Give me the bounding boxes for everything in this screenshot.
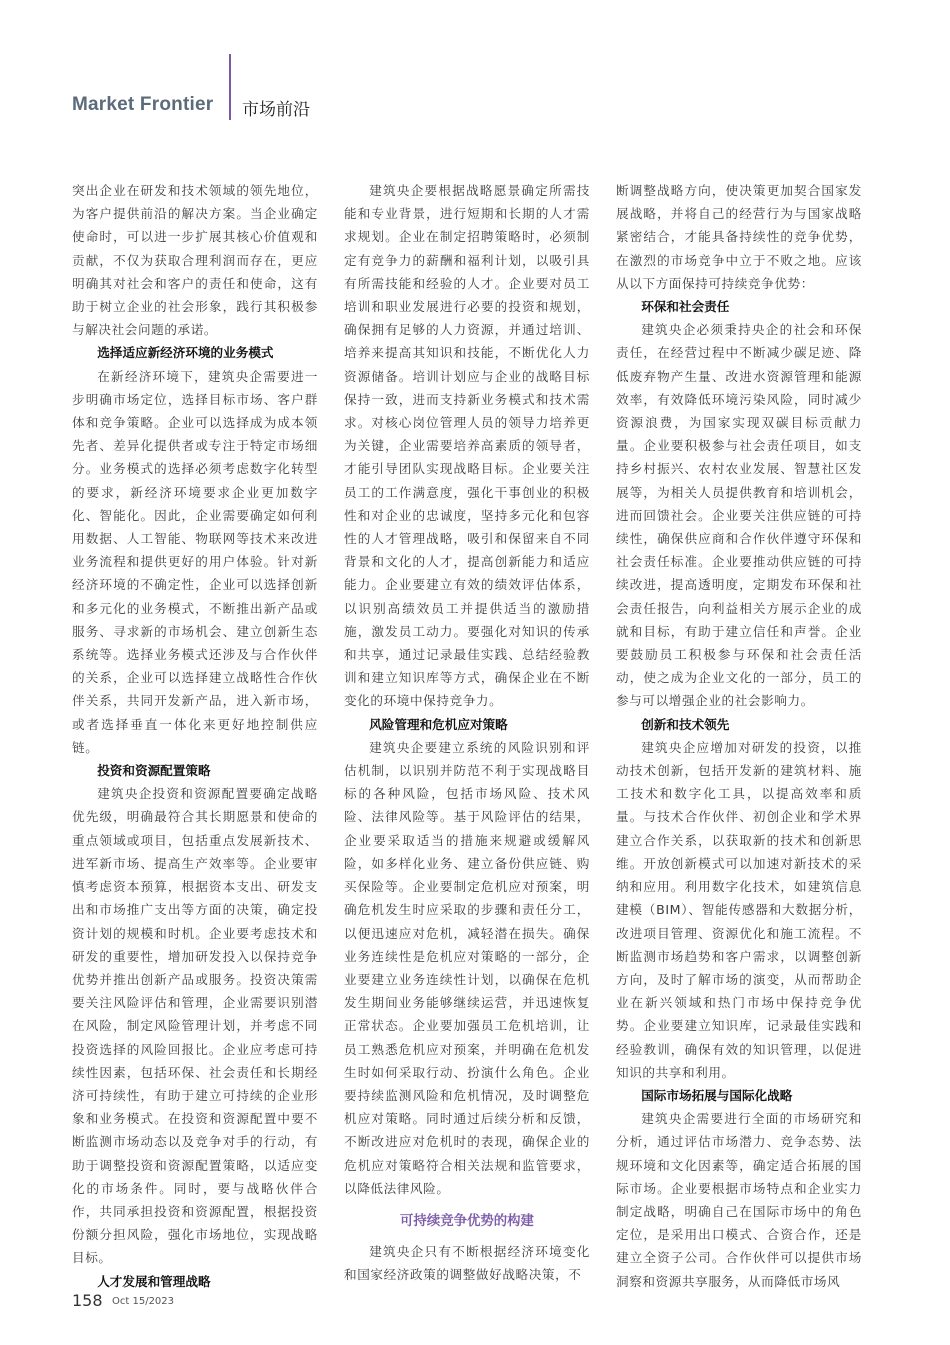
paragraph: 断调整战略方向，使决策更加契合国家发展战略，并将自己的经营行为与国家战略紧密结合，才能具备持续性的竞争优势，在激烈的市场竞争中立于不败之地。应该从以下方面保持可持续竞争优势： — [616, 183, 862, 291]
subheading-environment: 环保和社会责任 — [641, 299, 730, 315]
text-column-3 — [616, 179, 862, 1289]
paragraph: 突出企业在研发和技术领域的领先地位，为客户提供前沿的解决方案。当企业确定使命时，可以进一步扩展其核心价值观和贡献，不仅为获取合理利润而存在，更应明确其对社会和客户的责任和使命，这有助于树立企业的社会形象，践行其积极参与解决社会问题的承诺。 — [72, 183, 318, 338]
subheading-risk: 风险管理和危机应对策略 — [369, 716, 508, 732]
paragraph: 建筑央企投资和资源配置要确定战略优先级，明确最符合其长期愿景和使命的重点领域或项目，包括重点发展新技术、进军新市场、提高生产效率等。企业要审慎考虑资本预算，根据资本支出、研发支出和市场推广支出等方面的决策，确定投资计划的规模和时机。企业要考虑技术和研发的重要性，增加研发投入以保持竞争优势并推出创新产品或服务。投资决策需要关注风险评估和管理，企业需要识别潜在风险，制定风险管理计划，并考虑不同投资选择的风险回报比。企业应考虑可持续性因素，包括环保、社会责任和长期经济可持续性，有助于建立可持续的企业形象和业务模式。在投资和资源配置中要不断监测市场动态以及竞争对手的行动，有助于调整投资和资源配置策略，以适应变化的市场条件。同时，要与战略伙伴合作，共同承担投资和资源配置，根据投资份额分担风险，强化市场地位，实现战略目标。 — [72, 786, 318, 1266]
subheading-international: 国际市场拓展与国际化战略 — [641, 1087, 793, 1103]
subheading-talent: 人才发展和管理战略 — [97, 1273, 211, 1289]
section-title-en: Market Frontier — [72, 94, 214, 115]
paragraph: 建筑央企要根据战略愿景确定所需技能和专业背景，进行短期和长期的人才需求规划。企业在制定招聘策略时，必须制定有竞争力的薪酬和福利计划，以吸引具有所需技能和经验的人才。企业要对员工培训和职业发展进行必要的投资和规划，确保拥有足够的人力资源，并通过培训、培养来提高其知识和技能，不断优化人力资源储备。培训计划应与企业的战略目标保持一致，进而支持新业务模式和技术需求。对核心岗位管理人员的领导力培养更为关键，企业需要培养高素质的领导者，才能引导团队实现战略目标。企业要关注员工的工作满意度，强化干事创业的积极性和对企业的忠诚度，坚持多元化和包容性的人才管理战略，吸引和保留来自不同背景和文化的人才，提高创新能力和适应能力。企业要建立有效的绩效评估体系，以识别高绩效员工并提供适当的激励措施，激发员工动力。要强化对知识的传承和共享，通过记录最佳实践、总结经验教训和建立知识库等方式，确保企业在不断变化的环境中保持竞争力。 — [344, 183, 590, 709]
paragraph: 建筑央企要建立系统的风险识别和评估机制，以识别并防范不利于实现战略目标的各种风险，包括市场风险、技术风险、法律风险等。基于风险评估的结果，企业要采取适当的措施来规避或缓解风险，如多样化业务、建立备份供应链、购买保险等。企业要制定危机应对预案，明确危机发生时应采取的步骤和责任分工，以便迅速应对危机，减轻潜在损失。确保业务连续性是危机应对策略的一部分，企业要建立业务连续性计划，以确保在危机发生期间业务能够继续运营，并迅速恢复正常状态。企业要加强员工危机培训，让员工熟悉危机应对预案，并明确在危机发生时如何采取行动、扮演什么角色。企业要持续监测风险和危机情况，及时调整危机应对策略。同时通过后续分析和反馈，不断改进应对危机时的表现，确保企业的危机应对策略符合相关法规和监管要求，以降低法律风险。 — [344, 739, 590, 1196]
subheading-innovation: 创新和技术领先 — [641, 716, 730, 732]
paragraph: 建筑央企必须秉持央企的社会和环保责任，在经营过程中不断减少碳足迹、降低废弃物产生量、改进水资源管理和能源效率，有效降低环境污染风险，同时减少资源浪费，为国家实现双碳目标贡献力量。企业要积极参与社会责任项目，如支持乡村振兴、农村农业发展、智慧社区发展等，为相关人员提供教育和培训机会，进而回馈社会。企业要关注供应链的可持续性，确保供应商和合作伙伴遵守环保和社会责任标准。企业要推动供应链的可持续改进，提高透明度，定期发布环保和社会责任报告，向利益相关方展示企业的成就和目标，有助于建立信任和声誉。企业要鼓励员工积极参与环保和社会责任活动，使之成为企业文化的一部分，员工的参与可以增强企业的社会影响力。 — [616, 322, 862, 709]
subheading-investment: 投资和资源配置策略 — [97, 763, 211, 779]
subheading-business-model: 选择适应新经济环境的业务模式 — [97, 345, 274, 361]
paragraph: 在新经济环境下，建筑央企需要进一步明确市场定位，选择目标市场、客户群体和竞争策略。企业可以选择成为成本领先者、差异化提供者或专注于特定市场细分。业务模式的选择必须考虑数字化转型的要求，新经济环境要求企业更加数字化、智能化。因此，企业需要确定如何利用数据、人工智能、物联网等技术来改进业务流程和提供更好的用户体验。针对新经济环境的不确定性，企业可以选择创新和多元化的业务模式，不断推出新产品或服务、寻求新的市场机会、建立创新生态系统等。选择业务模式还涉及与合作伙伴的关系，企业可以选择建立战略性合作伙伴关系，共同开发新产品，进入新市场，或者选择垂直一体化来更好地控制供应链。 — [72, 368, 318, 755]
page-number: 158 — [72, 1291, 103, 1310]
text-column-2 — [344, 179, 590, 1283]
paragraph: 建筑央企需要进行全面的市场研究和分析，通过评估市场潜力、竞争态势、法规环境和文化因素等，确定适合拓展的国际市场。企业要根据市场特点和企业实力制定战略，明确自己在国际市场中的角色定位，是采用出口模式、合资合作，还是建立全资子公司。合作伙伴可以提供市场洞察和资源共享服务，从而降低市场风 — [616, 1111, 862, 1289]
text-column-1 — [72, 179, 318, 1289]
section-heading: 可持续竞争优势的构建 — [400, 1213, 534, 1229]
paragraph: 建筑央企只有不断根据经济环境变化和国家经济政策的调整做好战略决策，不 — [344, 1243, 590, 1283]
issue-date: Oct 15/2023 — [112, 1296, 175, 1307]
header-divider — [229, 54, 231, 120]
section-title-cn: 市场前沿 — [242, 100, 310, 120]
paragraph: 建筑央企应增加对研发的投资，以推动技术创新，包括开发新的建筑材料、施工技术和数字化工具，以提高效率和质量。与技术合作伙伴、初创企业和学术界建立合作关系，以获取新的技术和创新思维。开放创新模式可以加速对新技术的采纳和应用。利用数字化技术，如建筑信息建模（BIM）、智能传感器和大数据分析，改进项目管理、资源优化和施工流程。不断监测市场趋势和客户需求，以调整创新方向，及时了解市场的演变，从而帮助企业在新兴领域和热门市场中保持竞争优势。企业要建立知识库，记录最佳实践和经验教训，确保有效的知识管理，以促进知识的共享和利用。 — [616, 739, 862, 1080]
